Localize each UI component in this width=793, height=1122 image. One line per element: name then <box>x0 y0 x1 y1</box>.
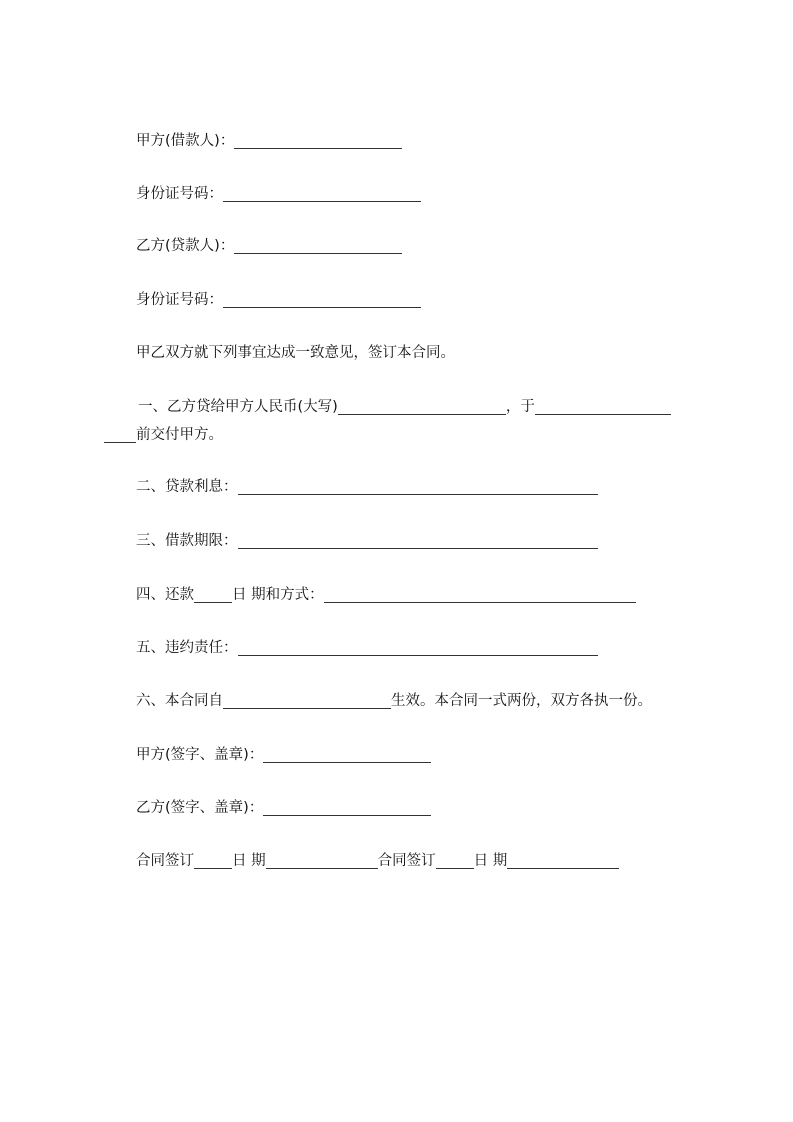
lender-name-blank[interactable] <box>234 237 402 254</box>
clause-2-line <box>136 476 598 498</box>
delivery-date-blank-cont[interactable] <box>104 426 136 443</box>
signing-date-text-d: 日 期 <box>473 853 508 869</box>
borrower-name-blank[interactable] <box>234 132 402 149</box>
clause-3-label: 三、借款期限： <box>136 533 238 549</box>
clause-1-text-b: ，于 <box>505 399 535 415</box>
party-a-sign-line <box>136 744 431 766</box>
borrower-id-blank[interactable] <box>223 185 421 202</box>
clause-5-line <box>136 637 598 659</box>
signing-date-blank-c[interactable] <box>436 852 474 869</box>
signing-date-text-c: 合同签订 <box>377 853 436 869</box>
clause-3-line <box>136 530 598 552</box>
borrower-id-line <box>136 183 421 205</box>
party-a-sign-label: 甲方(签字、盖章)： <box>136 747 264 763</box>
clause-1-text-c: 前交付甲方。 <box>136 427 223 443</box>
clause-1-line <box>138 396 671 418</box>
clause-1-line-cont <box>104 424 223 446</box>
signing-date-line <box>136 850 619 872</box>
party-b-sign-blank[interactable] <box>263 799 431 816</box>
lender-label: 乙方(贷款人)： <box>136 238 235 254</box>
lender-id-blank[interactable] <box>223 291 421 308</box>
party-b-sign-line <box>136 797 431 819</box>
signing-date-blank-d[interactable] <box>507 852 619 869</box>
lender-id-line <box>136 289 421 311</box>
clause-5-label: 五、违约责任： <box>136 640 238 656</box>
clause-4-text-b: 日 期和方式： <box>232 587 324 603</box>
signing-date-text-b: 日 期 <box>232 853 266 869</box>
effective-date-blank[interactable] <box>223 692 391 709</box>
signing-date-text-a: 合同签订 <box>136 853 194 869</box>
signing-date-blank-b[interactable] <box>266 852 378 869</box>
lender-line <box>136 235 402 257</box>
borrower-id-label: 身份证号码： <box>136 186 223 202</box>
clause-6-line <box>136 690 652 712</box>
borrower-line <box>136 130 402 152</box>
preamble-line <box>136 342 455 364</box>
delivery-date-blank[interactable] <box>535 398 671 415</box>
clause-6-text-b: 生效。本合同一式两份，双方各执一份。 <box>391 693 652 709</box>
breach-blank[interactable] <box>238 639 598 656</box>
loan-amount-blank[interactable] <box>338 398 506 415</box>
lender-id-label: 身份证号码： <box>136 292 223 308</box>
signing-date-blank-a[interactable] <box>194 852 232 869</box>
term-blank[interactable] <box>238 532 598 549</box>
clause-6-text-a: 六、本合同自 <box>136 693 223 709</box>
clause-1-text-a: 一、乙方贷给甲方人民币(大写) <box>138 399 338 415</box>
preamble-text: 甲乙双方就下列事宜达成一致意见，签订本合同。 <box>136 345 455 361</box>
party-a-sign-blank[interactable] <box>263 746 431 763</box>
repayment-blank[interactable] <box>194 586 232 603</box>
clause-2-label: 二、贷款利息： <box>136 479 238 495</box>
borrower-label: 甲方(借款人)： <box>136 133 235 149</box>
repayment-method-blank[interactable] <box>324 586 636 603</box>
party-b-sign-label: 乙方(签字、盖章)： <box>136 800 264 816</box>
clause-4-line <box>136 584 636 606</box>
clause-4-text-a: 四、还款 <box>136 587 194 603</box>
interest-blank[interactable] <box>238 478 598 495</box>
